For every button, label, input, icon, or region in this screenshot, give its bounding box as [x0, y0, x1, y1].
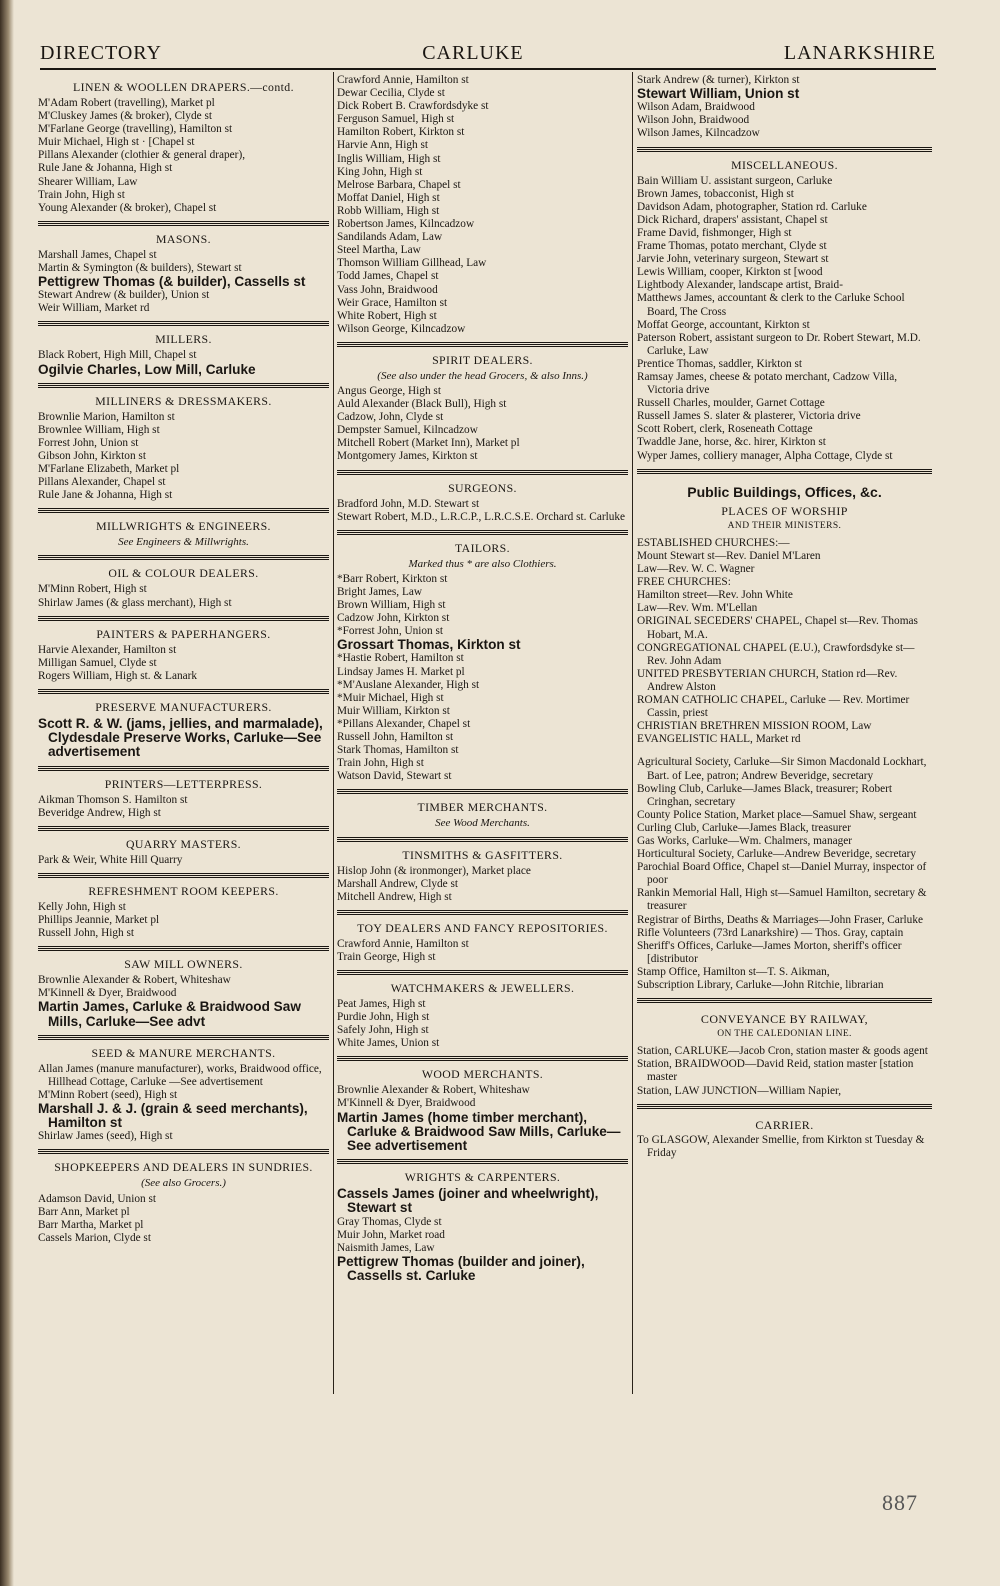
directory-entry: Subscription Library, Carluke—John Ritchie, librarian [637, 979, 884, 992]
directory-section [337, 801, 628, 830]
section-divider [38, 1035, 329, 1040]
directory-entry: *Muir Michael, High st [337, 691, 444, 704]
directory-entry: Registrar of Births, Deaths & Marriages—John Fraser, Carluke [637, 913, 923, 926]
directory-entry: M'Farlane George (travelling), Hamilton st [38, 123, 233, 136]
directory-entry: Crawford Annie, Hamilton st [337, 937, 469, 950]
directory-section [637, 159, 932, 463]
directory-section [337, 982, 628, 1050]
directory-section [38, 701, 329, 760]
section-title: PRESERVE MANUFACTURERS. [95, 699, 272, 714]
directory-entry: Marshall James, Chapel st [38, 248, 157, 261]
directory-entry: Wilson George, Kilncadzow [337, 322, 466, 335]
directory-entry: Russell Charles, moulder, Garnet Cottage [637, 397, 825, 410]
section-title: TINSMITHS & GASFITTERS. [402, 847, 563, 862]
directory-section [38, 778, 329, 820]
section-divider [38, 555, 329, 560]
directory-entry: Phillips Jeannie, Market pl [38, 913, 160, 926]
directory-entry: Young Alexander (& broker), Chapel st [38, 201, 217, 214]
railway-title: CONVEYANCE BY RAILWAY, [700, 1012, 869, 1027]
directory-entry: Dempster Samuel, Kilncadzow [337, 424, 478, 437]
directory-entry: Stewart William, Union st [637, 86, 800, 102]
directory-entry: Ramsay James, cheese & potato merchant, Cadzow Villa, Victoria drive [637, 370, 898, 397]
directory-entry: Scott R. & W. (jams, jellies, and marmalade), Clydesdale Preserve Works, Carluke—See advertisement [38, 715, 323, 760]
section-divider [38, 383, 329, 388]
section-title: WATCHMAKERS & JEWELLERS. [390, 980, 575, 995]
directory-entry: FREE CHURCHES: [637, 576, 731, 589]
directory-entry: Dick Richard, drapers' assistant, Chapel st [637, 213, 828, 226]
directory-entry: Naismith James, Law [337, 1241, 435, 1254]
directory-entry: Aikman Thomson S. Hamilton st [38, 793, 188, 806]
directory-entry: Rifle Volunteers (73rd Lanarkshire) — Thos. Gray, captain [637, 926, 904, 939]
directory-entry: Inglis William, High st [337, 152, 441, 165]
directory-entry: Pillans Alexander, Chapel st [38, 476, 166, 489]
section-title: TAILORS. [454, 540, 510, 555]
directory-entry: Paterson Robert, assistant surgeon to Dr. Robert Stewart, M.D. Carluke, Law [637, 331, 921, 357]
section-note: See Wood Merchants. [435, 817, 530, 830]
directory-entry: Stark Andrew (& turner), Kirkton st [637, 74, 800, 86]
directory-section [337, 482, 628, 524]
directory-section [38, 81, 329, 215]
directory-entry: M'Adam Robert (travelling), Market pl [38, 97, 215, 109]
section-divider [38, 508, 329, 513]
directory-section [38, 520, 329, 549]
directory-entry: Gray Thomas, Clyde st [337, 1215, 442, 1228]
directory-entry: Gibson John, Kirkton st [38, 450, 146, 462]
directory-section [337, 1171, 628, 1283]
directory-entry: *Forrest John, Union st [337, 625, 444, 638]
directory-entry: Train John, High st [337, 757, 424, 770]
directory-entry: Lewis William, cooper, Kirkton st [wood [637, 266, 823, 279]
directory-section [38, 958, 329, 1029]
directory-section [337, 74, 628, 336]
section-divider [637, 147, 932, 152]
column-3 [637, 74, 932, 1160]
section-divider [337, 910, 628, 915]
directory-entry: Dick Robert B. Crawfordsdyke st [337, 100, 489, 113]
directory-entry: Wilson John, Braidwood [637, 114, 750, 127]
directory-entry: Ferguson Samuel, High st [337, 113, 455, 126]
directory-entry: Frame David, fishmonger, High st [637, 226, 792, 239]
directory-entry: Russell James S. slater & plasterer, Victoria drive [637, 410, 861, 423]
directory-entry: Muir Michael, High st · [Chapel st [38, 136, 195, 149]
section-divider [337, 970, 628, 975]
offices-list [637, 756, 932, 992]
directory-entry: To GLASGOW, Alexander Smellie, from Kirkton st Tuesday & Friday [637, 1133, 925, 1159]
directory-entry: M'Cluskey James (& broker), Clyde st [38, 110, 212, 123]
section-title: WOOD MERCHANTS. [421, 1067, 544, 1082]
directory-entry: M'Kinnell & Dyer, Braidwood [38, 987, 177, 1000]
directory-entry: Martin James, Carluke & Braidwood Saw Mills, Carluke—See advt [38, 999, 301, 1029]
directory-section [38, 1047, 329, 1144]
directory-entry: Wilson James, Kilncadzow [637, 127, 760, 140]
directory-entry: Shearer William, Law [38, 175, 138, 188]
directory-entry: M'Minn Robert, High st [38, 583, 147, 596]
directory-section [38, 1161, 329, 1244]
directory-entry: Bowling Club, Carluke—James Black, treasurer; Robert Cringhan, secretary [637, 782, 893, 808]
section-title: MILLWRIGHTS & ENGINEERS. [96, 519, 271, 534]
section-divider [38, 321, 329, 326]
directory-entry: Park & Weir, White Hill Quarry [38, 853, 183, 866]
directory-entry: Marshall J. & J. (grain & seed merchants), Hamilton st [38, 1100, 308, 1131]
directory-entry: Scott Robert, clerk, Roseneath Cottage [637, 423, 813, 436]
directory-entry: Milligan Samuel, Clyde st [38, 656, 157, 669]
directory-entry: Brownlie Alexander & Robert, Whiteshaw [337, 1084, 530, 1097]
section-divider [38, 1149, 329, 1154]
directory-entry: Cassels Marion, Clyde st [38, 1231, 151, 1244]
directory-section [337, 1068, 628, 1153]
directory-entry: Russell John, Hamilton st [337, 731, 454, 744]
directory-section [38, 395, 329, 503]
directory-entry: King John, High st [337, 165, 423, 178]
carrier-list [637, 1134, 932, 1160]
directory-entry: Thomson William Gillhead, Law [337, 257, 487, 270]
directory-entry: Mitchell Robert (Market Inn), Market pl [337, 437, 520, 450]
directory-entry: Stamp Office, Hamilton st—T. S. Aikman, [637, 965, 830, 978]
directory-entry: Frame Thomas, potato merchant, Clyde st [637, 240, 827, 253]
directory-entry: Station, CARLUKE—Jacob Cron, station master & goods agent [637, 1045, 928, 1058]
header-rule [40, 68, 936, 70]
section-title: MISCELLANEOUS. [731, 157, 838, 172]
section-divider [38, 946, 329, 951]
section-divider [337, 342, 628, 347]
directory-entry: Sheriff's Offices, Carluke—James Morton, sheriff's officer [distributor [637, 939, 902, 965]
section-title: LINEN & WOOLLEN DRAPERS.—contd. [73, 80, 294, 94]
directory-entry: Barr Martha, Market pl [38, 1218, 144, 1231]
section-divider [38, 766, 329, 771]
directory-section [38, 333, 329, 376]
directory-entry: Station, BRAIDWOOD—David Reid, station master [station master [637, 1058, 914, 1084]
column-2 [337, 74, 628, 1286]
directory-entry: Stewart Andrew (& builder), Union st [38, 289, 210, 302]
directory-entry: Wyper James, colliery manager, Alpha Cottage, Clyde st [637, 449, 893, 462]
section-title: WRIGHTS & CARPENTERS. [404, 1170, 561, 1185]
header-center: CARLUKE [422, 42, 524, 64]
directory-entry: Steel Martha, Law [337, 244, 421, 257]
directory-entry: Shirlaw James (& glass merchant), High st [38, 596, 232, 609]
directory-section [337, 542, 628, 784]
directory-entry: Robb William, High st [337, 204, 440, 217]
section-divider [337, 470, 628, 475]
directory-entry: Bradford John, M.D. Stewart st [337, 497, 480, 510]
section-divider [38, 221, 329, 226]
directory-entry: Todd James, Chapel st [337, 270, 439, 283]
directory-entry: Auld Alexander (Black Bull), High st [337, 398, 507, 411]
directory-entry: M'Minn Robert (seed), High st [38, 1088, 178, 1101]
section-title: PRINTERS—LETTERPRESS. [104, 776, 263, 791]
section-title: SPIRIT DEALERS. [432, 352, 533, 367]
directory-entry: Muir John, Market road [337, 1228, 445, 1241]
column-rule [333, 72, 334, 1394]
directory-entry: Allan James (manure manufacturer), works, Braidwood office, Hillhead Cottage, Carluke —See advertisement [38, 1062, 322, 1088]
header-right: LANARKSHIRE [783, 42, 936, 64]
directory-entry: Kelly John, High st [38, 900, 126, 913]
directory-entry: M'Kinnell & Dyer, Braidwood [337, 1097, 476, 1110]
directory-entry: County Police Station, Market place—Samuel Shaw, sergeant [637, 808, 917, 821]
directory-entry: *Pillans Alexander, Chapel st [337, 717, 471, 730]
directory-entry: *Barr Robert, Kirkton st [337, 572, 448, 585]
header-left: DIRECTORY [40, 42, 162, 64]
directory-entry: Horticultural Society, Carluke—Andrew Beveridge, secretary [637, 848, 917, 861]
public-buildings-title: Public Buildings, Offices, &c. [687, 483, 882, 500]
directory-entry: *M'Auslane Alexander, High st [337, 678, 480, 691]
directory-section [38, 838, 329, 867]
directory-entry: Brownlie Alexander & Robert, Whiteshaw [38, 974, 231, 987]
directory-entry: Weir William, Market rd [38, 302, 150, 315]
directory-entry: Law—Rev. Wm. M'Lellan [637, 602, 758, 615]
section-divider [637, 469, 932, 474]
section-title: SURGEONS. [448, 480, 517, 495]
page-header [40, 42, 936, 66]
directory-entry: Bright James, Law [337, 585, 423, 598]
directory-entry: Shirlaw James (seed), High st [38, 1130, 173, 1143]
directory-entry: ROMAN CATHOLIC CHAPEL, Carluke — Rev. Mortimer Cassin, priest [637, 694, 910, 720]
section-divider [337, 837, 628, 842]
directory-entry: Stewart Robert, M.D., L.R.C.P., L.R.C.S.E. Orchard st. Carluke [337, 510, 626, 523]
section-title: PAINTERS & PAPERHANGERS. [96, 626, 271, 641]
column-1 [38, 74, 329, 1248]
section-note: Marked thus * are also Clothiers. [408, 557, 557, 570]
directory-entry: Robertson James, Kilncadzow [337, 218, 475, 231]
directory-entry: Harvie Ann, High st [337, 139, 428, 152]
section-title: SEED & MANURE MERCHANTS. [91, 1045, 276, 1060]
section-divider [337, 789, 628, 794]
directory-section [337, 849, 628, 904]
railway-subtitle: ON THE CALEDONIAN LINE. [717, 1029, 852, 1040]
directory-entry: Rogers William, High st. & Lanark [38, 669, 198, 682]
directory-entry: Law—Rev. W. C. Wagner [637, 563, 755, 576]
section-title: MILLERS. [155, 332, 212, 347]
directory-section [337, 354, 628, 464]
section-title: TIMBER MERCHANTS. [417, 800, 548, 815]
directory-entry: ESTABLISHED CHURCHES:— [637, 536, 790, 549]
railway-list [637, 1045, 932, 1097]
directory-entry: Lightbody Alexander, landscape artist, Braid- [637, 279, 843, 292]
directory-entry: Pillans Alexander (clothier & general draper), [38, 149, 246, 162]
directory-entry: Sandilands Adam, Law [337, 231, 443, 244]
directory-entry: Davidson Adam, photographer, Station rd. Carluke [637, 200, 867, 213]
directory-entry: Brownlie Marion, Hamilton st [38, 410, 175, 423]
directory-entry: ORIGINAL SECEDERS' CHAPEL, Chapel st—Rev. Thomas Hobart, M.A. [637, 615, 918, 641]
directory-entry: Russell John, High st [38, 927, 135, 940]
section-title: QUARRY MASTERS. [125, 836, 242, 851]
directory-entry: Train John, High st [38, 188, 125, 201]
directory-entry: Brownlee William, High st [38, 423, 160, 436]
section-divider [337, 1056, 628, 1061]
directory-entry: Forrest John, Union st [38, 436, 139, 449]
page-number: 887 [882, 1490, 918, 1515]
section-note: (See also under the head Grocers, & also Inns.) [377, 369, 588, 382]
directory-entry: White Robert, High st [337, 309, 437, 322]
worship-subtitle: AND THEIR MINISTERS. [727, 520, 842, 531]
directory-entry: Wilson Adam, Braidwood [637, 101, 755, 114]
directory-entry: Adamson David, Union st [38, 1192, 156, 1205]
section-title: TOY DEALERS AND FANCY REPOSITORIES. [357, 920, 608, 935]
directory-entry: Twaddle Jane, horse, &c. hirer, Kirkton st [637, 436, 826, 449]
directory-entry: Mitchell Andrew, High st [337, 890, 452, 903]
directory-entry: Watson David, Stewart st [337, 770, 452, 783]
directory-entry: Melrose Barbara, Chapel st [337, 178, 461, 191]
directory-entry: *Hastie Robert, Hamilton st [337, 652, 464, 665]
section-note: (See also Grocers.) [141, 1177, 226, 1190]
section-divider [38, 873, 329, 878]
directory-entry: UNITED PRESBYTERIAN CHURCH, Station rd—Rev. Andrew Alston [637, 667, 898, 693]
directory-entry: Jarvie John, veterinary surgeon, Stewart st [637, 253, 829, 266]
section-divider [337, 530, 628, 535]
directory-entry: Brown James, tobacconist, High st [637, 187, 794, 200]
section-divider [38, 616, 329, 621]
section-title: SAW MILL OWNERS. [124, 957, 243, 972]
directory-entry: Muir William, Kirkton st [337, 704, 450, 717]
directory-entry: Moffat George, accountant, Kirkton st [637, 318, 810, 331]
directory-entry: CHRISTIAN BRETHREN MISSION ROOM, Law [637, 720, 872, 733]
directory-entry: Agricultural Society, Carluke—Sir Simon Macdonald Lockhart, Bart. of Lee, patron; Andrew Beveridge, secretary [637, 756, 927, 782]
directory-section [38, 567, 329, 609]
directory-entry: Cassels James (joiner and wheelwright), Stewart st [337, 1186, 599, 1216]
section-title: MASONS. [156, 231, 211, 246]
directory-section [38, 885, 329, 940]
directory-entry: Moffat Daniel, High st [337, 191, 440, 204]
directory-entry: White James, Union st [337, 1037, 440, 1050]
worship-title: PLACES OF WORSHIP [721, 503, 848, 518]
section-title: SHOPKEEPERS AND DEALERS IN SUNDRIES. [54, 1160, 313, 1175]
directory-entry: Matthews James, accountant & clerk to the Carluke School Board, The Cross [637, 292, 905, 318]
section-divider [38, 826, 329, 831]
directory-entry: Lindsay James H. Market pl [337, 665, 465, 678]
section-divider [337, 1159, 628, 1164]
directory-entry: Prentice Thomas, saddler, Kirkton st [637, 357, 802, 370]
directory-entry: Marshall Andrew, Clyde st [337, 877, 459, 890]
directory-entry: Dewar Cecilia, Clyde st [337, 87, 445, 100]
section-divider [38, 689, 329, 694]
directory-entry: Angus George, High st [337, 384, 441, 397]
directory-entry: CONGREGATIONAL CHAPEL (E.U.), Crawfordsdyke st—Rev. John Adam [637, 641, 915, 667]
directory-entry: Rankin Memorial Hall, High st—Samuel Hamilton, secretary & treasurer [637, 887, 927, 913]
section-title: MILLINERS & DRESSMAKERS. [95, 393, 272, 408]
directory-entry: Hamilton Robert, Kirkton st [337, 126, 465, 139]
directory-entry: Cadzow, John, Clyde st [337, 411, 444, 424]
directory-entry: Barr Ann, Market pl [38, 1205, 130, 1218]
directory-section [337, 922, 628, 964]
section-title: REFRESHMENT ROOM KEEPERS. [88, 883, 279, 898]
directory-entry: Purdie John, High st [337, 1011, 430, 1024]
section-divider [637, 1104, 932, 1109]
directory-entry: Crawford Annie, Hamilton st [337, 74, 469, 86]
directory-entry: Rule Jane & Johanna, High st [38, 162, 173, 175]
directory-entry: M'Farlane Elizabeth, Market pl [38, 463, 180, 476]
directory-entry: EVANGELISTIC HALL, Market rd [637, 733, 801, 746]
column-3-trades [637, 74, 932, 463]
directory-entry: Harvie Alexander, Hamilton st [38, 643, 177, 656]
directory-entry: Rule Jane & Johanna, High st [38, 489, 173, 502]
book-spine [0, 0, 14, 1586]
directory-entry: Peat James, High st [337, 997, 426, 1010]
directory-entry: Black Robert, High Mill, Chapel st [38, 349, 197, 362]
section-note: See Engineers & Millwrights. [118, 536, 249, 549]
directory-entry: Brown William, High st [337, 599, 446, 611]
directory-entry: Montgomery James, Kirkton st [337, 450, 478, 463]
section-divider [637, 998, 932, 1003]
directory-entry: Martin James (home timber merchant), Carluke & Braidwood Saw Mills, Carluke—See advertisement [337, 1109, 621, 1153]
directory-entry: Curling Club, Carluke—James Black, treasurer [637, 821, 851, 834]
directory-entry: Beveridge Andrew, High st [38, 806, 161, 819]
directory-entry: Grossart Thomas, Kirkton st [337, 637, 521, 653]
directory-entry: Gas Works, Carluke—Wm. Chalmers, manager [637, 834, 853, 847]
directory-entry: Safely John, High st [337, 1024, 429, 1037]
column-rule [632, 72, 633, 1394]
directory-entry: Station, LAW JUNCTION—William Napier, [637, 1084, 842, 1097]
directory-entry: Stark Thomas, Hamilton st [337, 744, 459, 757]
directory-entry: Pettigrew Thomas (& builder), Cassells st [38, 274, 306, 290]
directory-entry: Parochial Board Office, Chapel st—Daniel Murray, inspector of poor [637, 861, 927, 887]
directory-entry: Hislop John (& ironmonger), Market place [337, 864, 531, 877]
directory-entry: Cadzow John, Kirkton st [337, 612, 450, 625]
directory-entry: Pettigrew Thomas (builder and joiner), Cassells st. Carluke [337, 1253, 585, 1284]
directory-section [637, 74, 932, 141]
directory-section [38, 233, 329, 316]
directory-section [38, 628, 329, 683]
directory-entry: Bain William U. assistant surgeon, Carluke [637, 174, 833, 187]
directory-entry: Ogilvie Charles, Low Mill, Carluke [38, 361, 256, 377]
directory-entry: Vass John, Braidwood [337, 283, 438, 296]
directory-entry: Train George, High st [337, 950, 436, 963]
worship-list [637, 537, 932, 747]
directory-entry: Hamilton street—Rev. John White [637, 589, 793, 602]
directory-entry: Mount Stewart st—Rev. Daniel M'Laren [637, 550, 821, 563]
directory-entry: Martin & Symington (& builders), Stewart st [38, 261, 242, 274]
directory-entry: Weir Grace, Hamilton st [337, 296, 448, 309]
carrier-title: CARRIER. [755, 1117, 814, 1132]
section-title: OIL & COLOUR DEALERS. [108, 566, 259, 581]
